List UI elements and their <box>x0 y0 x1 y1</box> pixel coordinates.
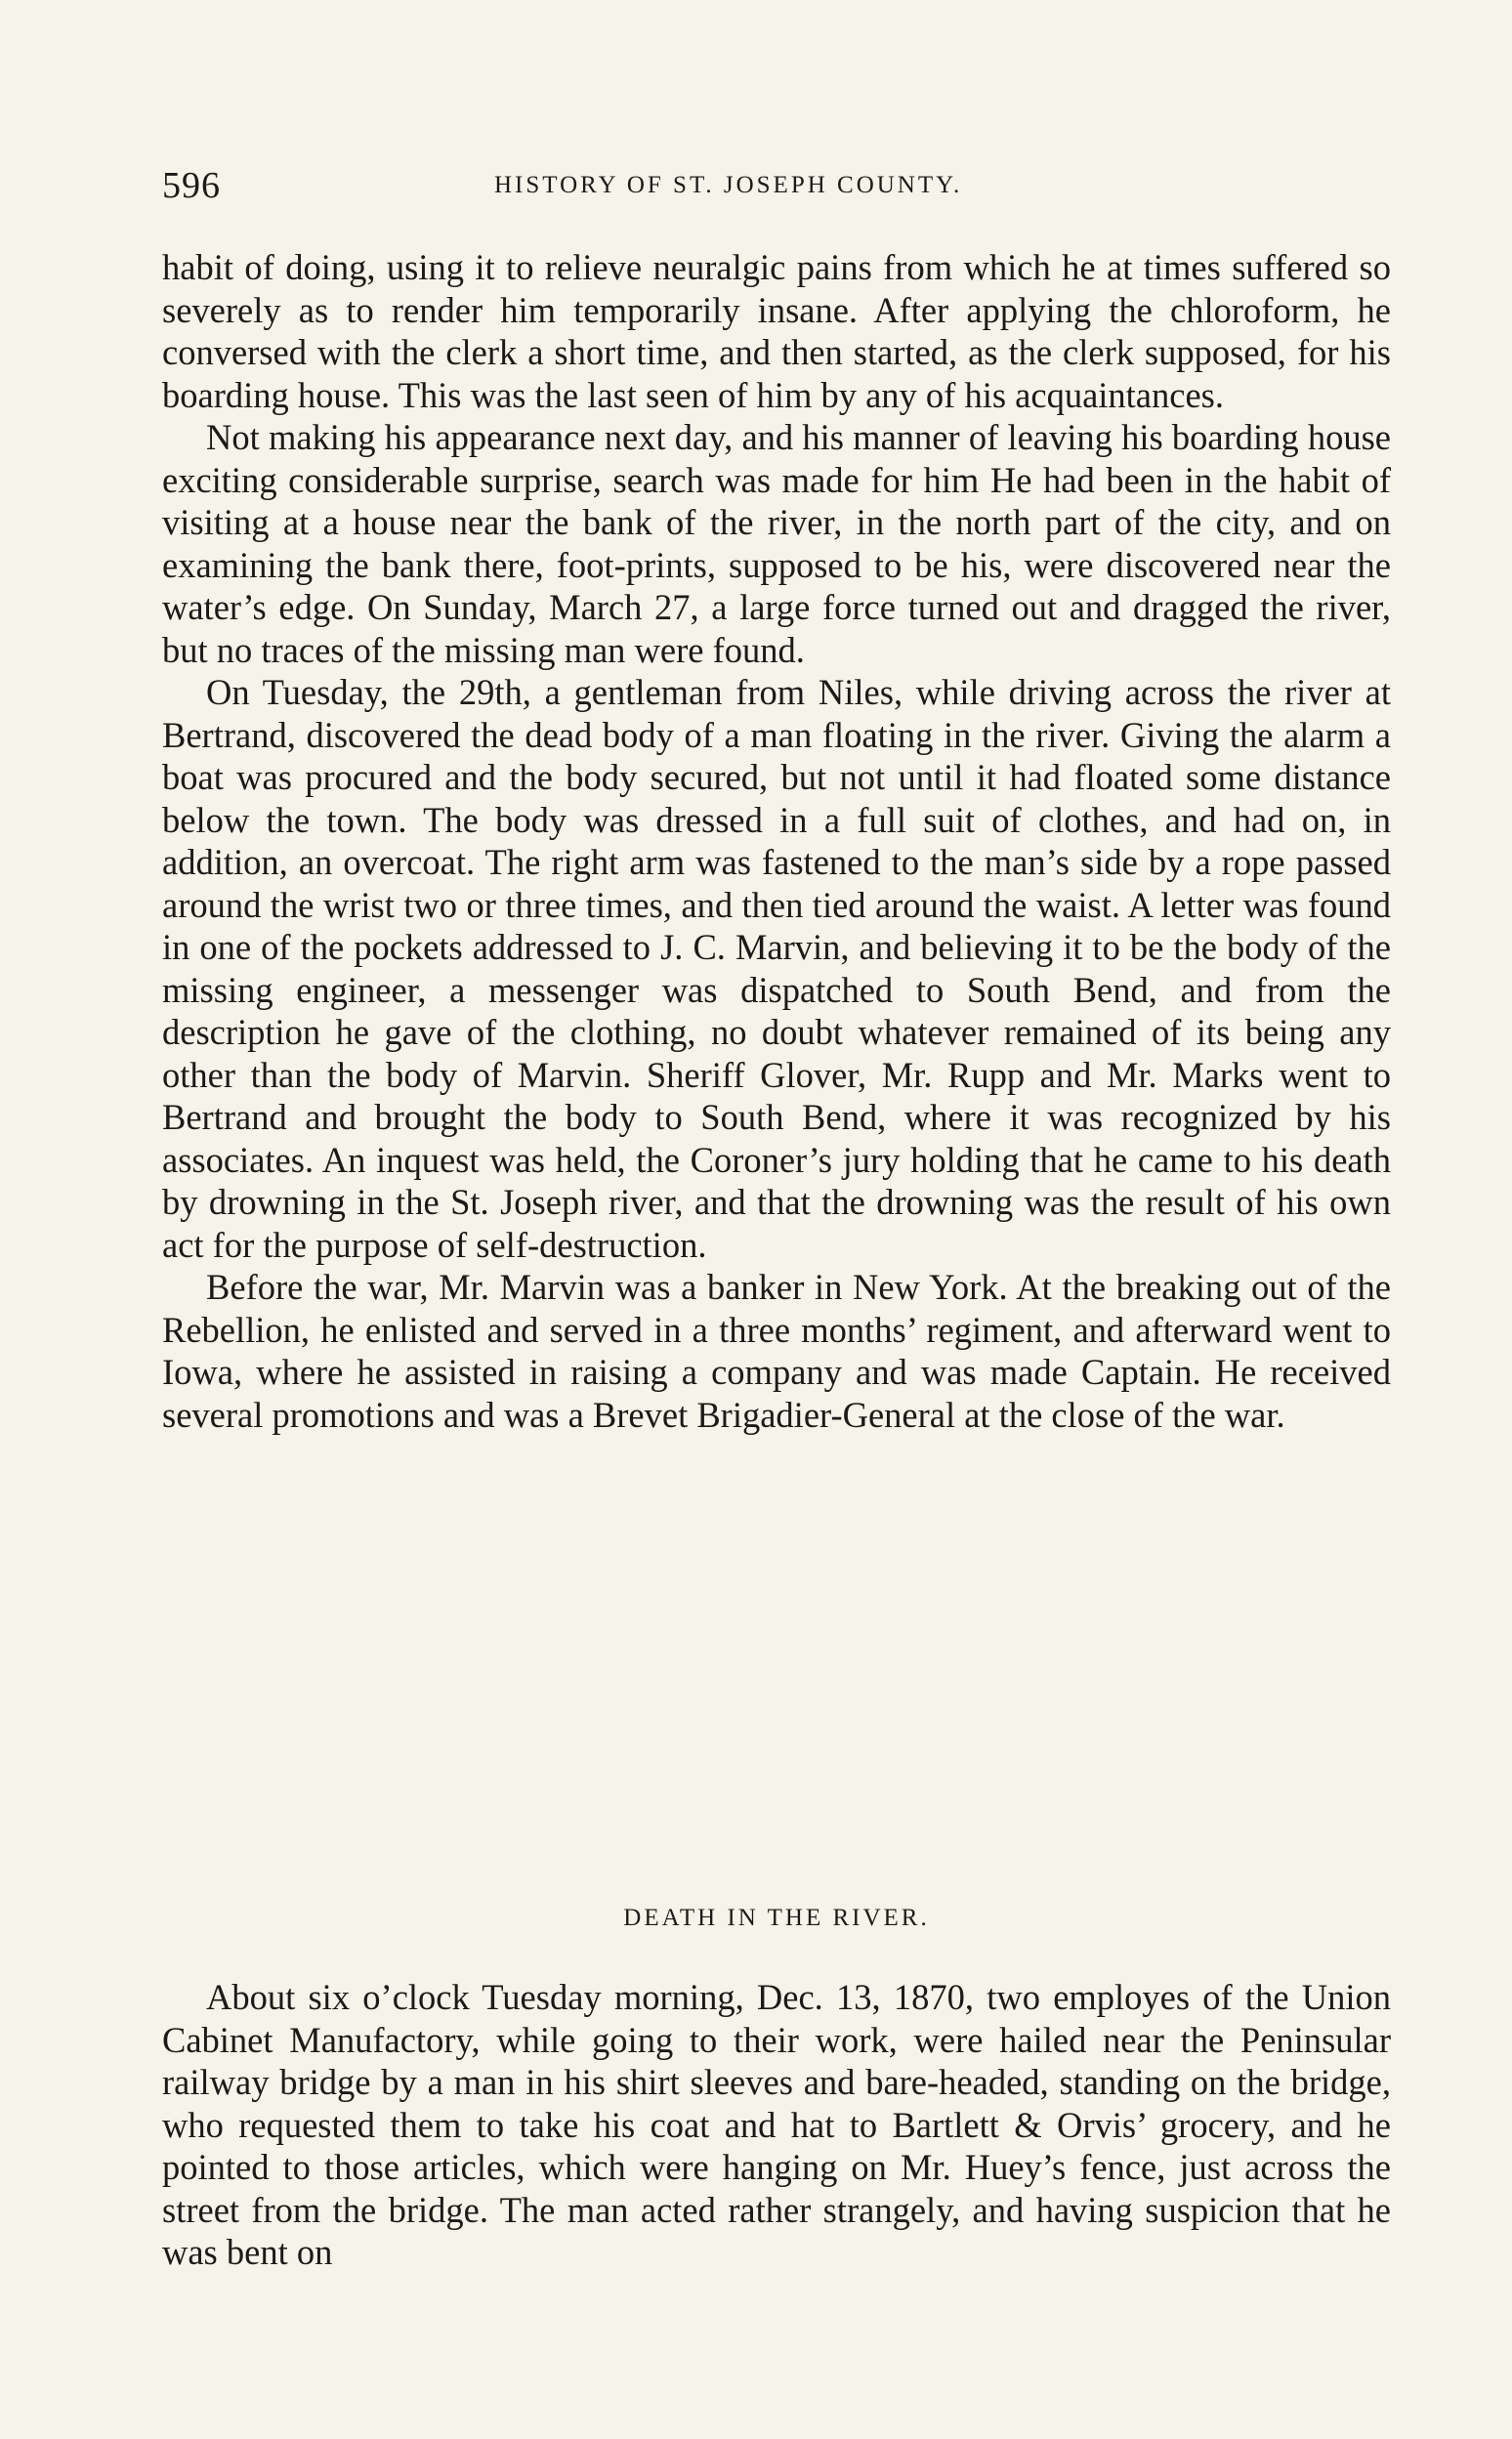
paragraph-discovery: On Tuesday, the 29th, a gentleman from Niles, while driving across the river at Bertrand, discovered the dead body of a man floating in the river. Giving the alarm a boat was procured and the body secured, but not until it had floated some distance below the town. The body was dressed in a full suit of clothes, and had on, in addition, an overcoat. The right arm was fastened to the man’s side by a rope passed around the wrist two or three times, and then tied around the waist. A letter was found in one of the pockets addressed to J. C. Marvin, and believing it to be the body of the missing engineer, a messenger was dispatched to South Bend, and from the description he gave of the clothing, no doubt whatever remained of its being any other than the body of Marvin. Sheriff Glover, Mr. Rupp and Mr. Marks went to Bertrand and brought the body to South Bend, where it was recognized by his associates. An inquest was held, the Coroner’s jury holding that he came to his death by drowning in the St. Joseph river, and that the drowning was the result of his own act for the purpose of self-destruction. <box>162 672 1391 1265</box>
paragraph-search: Not making his appearance next day, and his manner of leaving his boarding house exciting considerable surprise, search was made for him He had been in the habit of visiting at a house near the bank of the river, in the north part of the city, and on examining the bank there, foot-prints, supposed to be his, were discovered near the water’s edge. On Sunday, March 27, a large force turned out and dragged the river, but no traces of the missing man were found. <box>162 417 1391 670</box>
paragraph-biography: Before the war, Mr. Marvin was a banker in New York. At the breaking out of the Rebellion, he enlisted and served in a three months’ regiment, and afterward went to Iowa, where he assisted in raising a company and was made Captain. He received several promotions and was a Brevet Brigadier-General at the close of the war. <box>162 1267 1391 1435</box>
section-text <box>162 1976 1391 2274</box>
paragraph-continued: habit of doing, using it to relieve neuralgic pains from which he at times suffered so severely as to render him temporarily insane. After applying the chloroform, he conversed with the clerk a short time, and then started, as the clerk supposed, for his boarding house. This was the last seen of him by any of his acquaintances. <box>162 247 1391 415</box>
page-number: 596 <box>162 165 221 206</box>
page-header <box>162 158 1393 207</box>
body-text <box>162 246 1391 1436</box>
running-title: HISTORY OF ST. JOSEPH COUNTY. <box>494 172 963 198</box>
section-heading: DEATH IN THE RIVER. <box>623 1905 930 1931</box>
section-paragraph: About six o’clock Tuesday morning, Dec. 13, 1870, two employes of the Union Cabinet Manufactory, while going to their work, were hailed near the Peninsular railway bridge by a man in his shirt sleeves and bare-headed, standing on the bridge, who requested them to take his coat and hat to Bartlett & Orvis’ grocery, and he pointed to those articles, which were hanging on Mr. Huey’s fence, just across the street from the bridge. The man acted rather strangely, and having suspicion that he was bent on <box>162 1977 1391 2272</box>
